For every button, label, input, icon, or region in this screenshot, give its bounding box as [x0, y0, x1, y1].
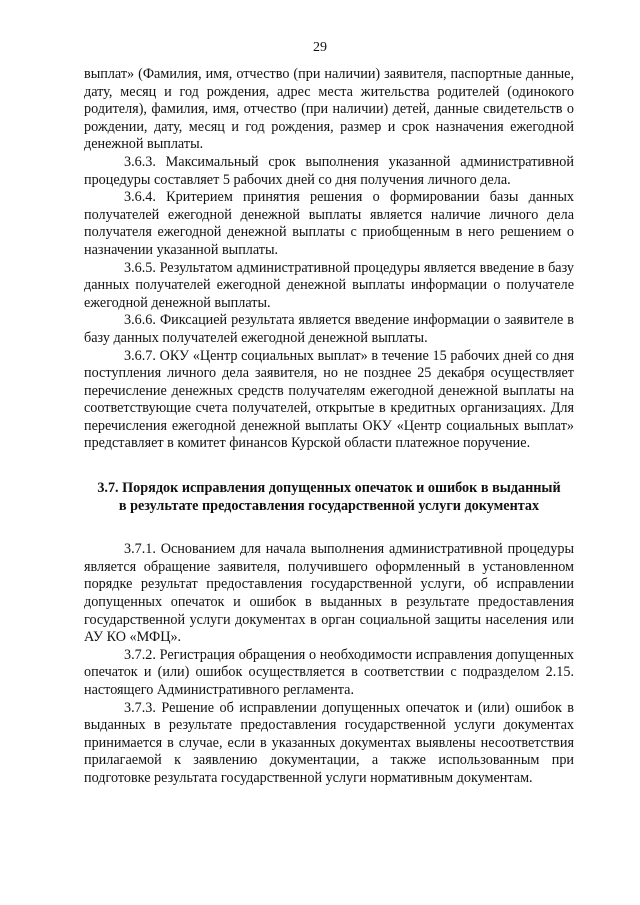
paragraph-3-6-6: 3.6.6. Фиксацией результата является введение информации о заявителе в базу данных получателей ежегодной денежной выплаты. [84, 312, 574, 346]
page-number: 29 [313, 40, 327, 55]
document-body [84, 66, 574, 788]
paragraph-3-6-7: 3.6.7. ОКУ «Центр социальных выплат» в течение 15 рабочих дней со дня поступления личного дела заявителя, но не позднее 25 декабря осуществляет перечисление денежных средств получателям ежегодной денежной выплаты на соответствующие счета получателей, открытые в кредитных организациях. Для перечисления ежегодной денежной выплаты ОКУ «Центр социальных выплат» представляет в комитет финансов Курской области платежное поручение. [84, 347, 574, 452]
paragraph-3-7-2: 3.7.2. Регистрация обращения о необходимости исправления допущенных опечаток и (или) ошибок осуществляется в соответствии с подразделом 2.15. настоящего Административного регламента. [84, 646, 574, 698]
paragraph-3-6-4: 3.6.4. Критерием принятия решения о формировании базы данных получателей ежегодной денежной выплаты является наличие личного дела получателя ежегодной денежной выплаты с приобщенным в него решением о назначении указанной выплаты. [84, 189, 574, 258]
paragraph-continuation: выплат» (Фамилия, имя, отчество (при наличии) заявителя, паспортные данные, дату, месяц и год рождения, адрес места жительства родителей (одинокого родителя), фамилия, имя, отчество (при наличии) детей, данные свидетельств о рождении, дату, месяц и год рождения, размер и срок назначения ежегодной денежной выплаты. [84, 66, 574, 153]
paragraph-3-6-5: 3.6.5. Результатом административной процедуры является введение в базу данных получателей ежегодной денежной выплаты информации о получателе ежегодной денежной выплаты. [84, 259, 574, 311]
paragraph-3-7-3: 3.7.3. Решение об исправлении допущенных опечаток и (или) ошибок в выданных в результате предоставления государственной услуги документах принимается в случае, если в указанных документах выявлены несоответствия прилагаемой к заявлению документации, а также использованным при подготовке результата государственной услуги нормативным документам. [84, 699, 574, 786]
paragraph-3-6-3: 3.6.3. Максимальный срок выполнения указанной административной процедуры составляет 5 рабочих дней со дня получения личного дела. [84, 153, 574, 188]
paragraph-3-7-1: 3.7.1. Основанием для начала выполнения административной процедуры является обращение заявителя, получившего оформленный в установленном порядке результат предоставления государственной услуги, об исправлении допущенных опечаток и ошибок в выданных в результате предоставления государственной услуги документах в орган социальной защиты населения или АУ КО «МФЦ». [84, 541, 574, 646]
section-heading-3-7: 3.7. Порядок исправления допущенных опечаток и ошибок в выданный в результате предоставления государственной услуги документах [97, 480, 561, 514]
